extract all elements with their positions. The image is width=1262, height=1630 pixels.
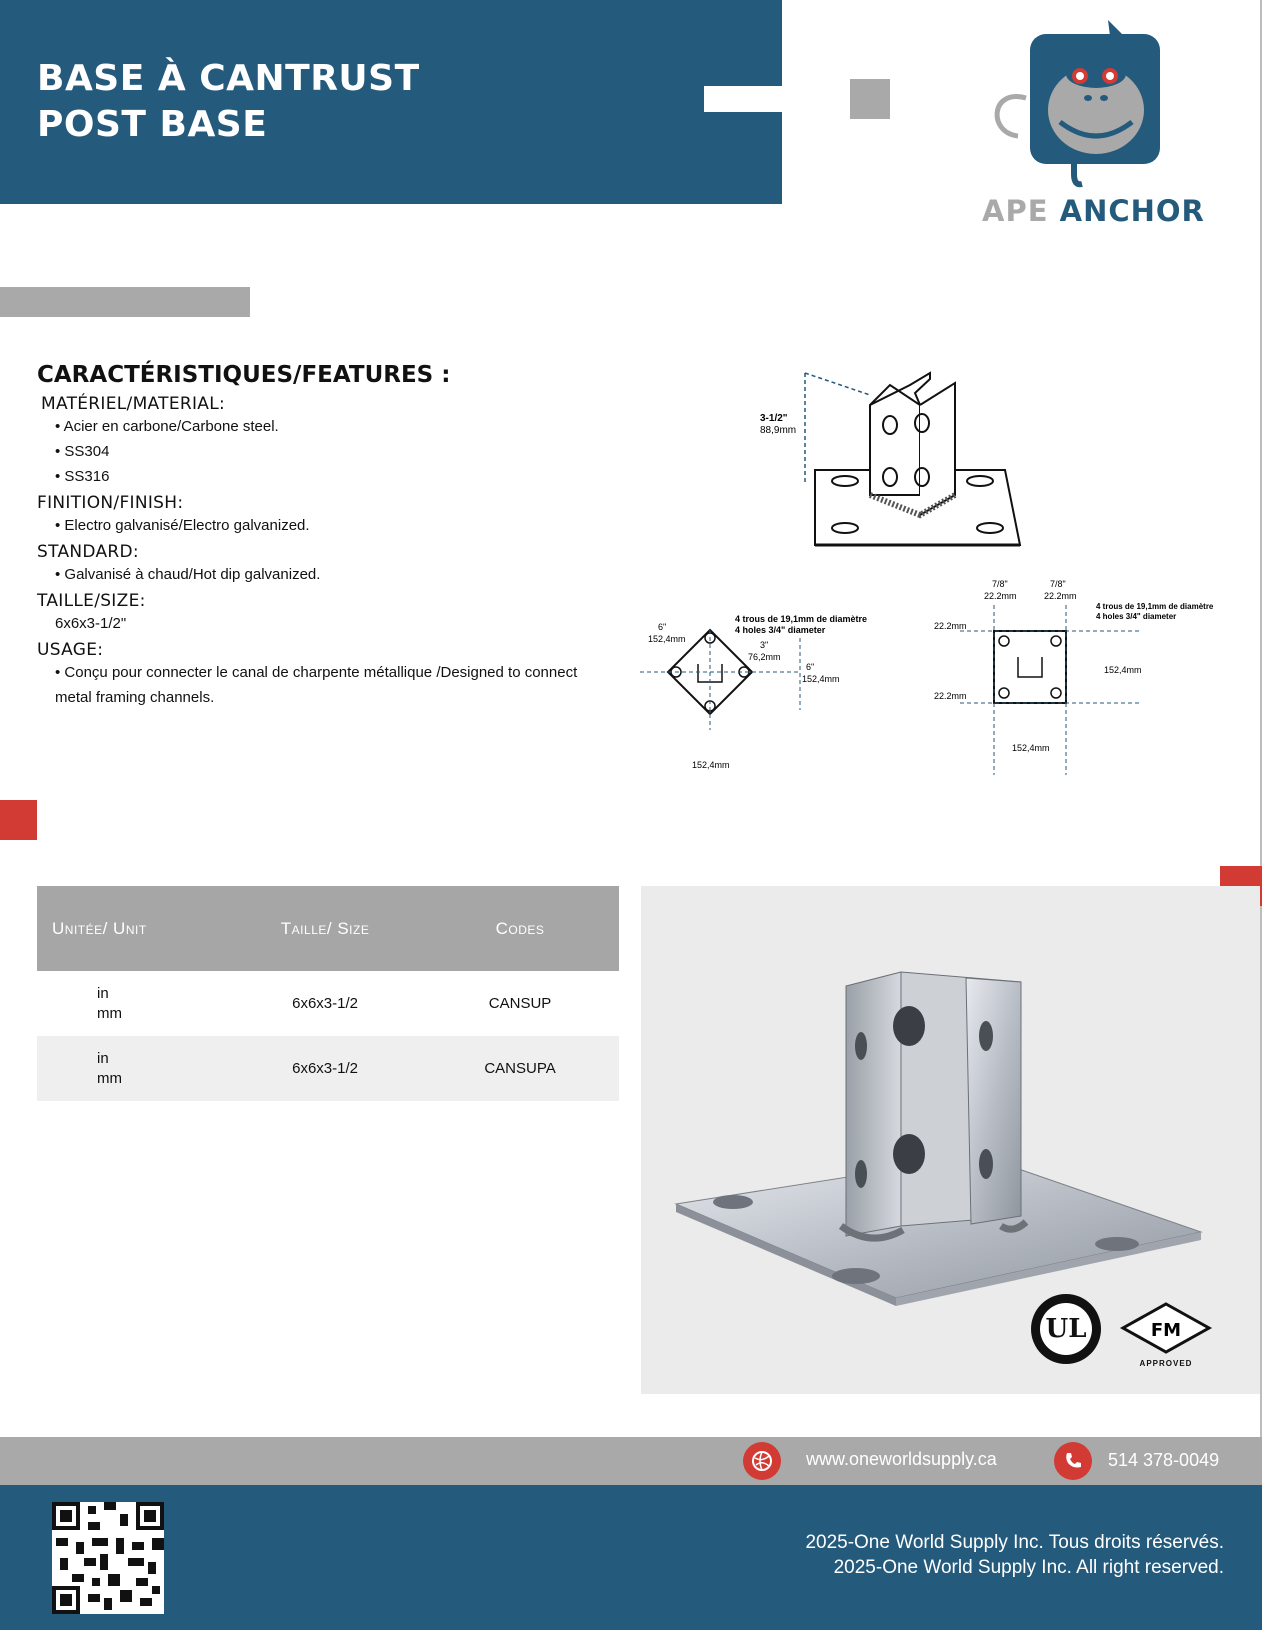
standard-item: • Galvanisé à chaud/Hot dip galvanized. [55,566,321,583]
unit-cell [37,1036,229,1101]
code-cell: CANSUPA [421,1036,619,1101]
phone-number[interactable]: 514 378-0049 [1108,1450,1220,1470]
dim-6-mm-label: 152,4mm [648,634,686,644]
features-section [37,362,637,710]
column-header-codes: Codes [421,886,619,971]
logo-word-anchor: ANCHOR [1059,194,1205,228]
material-item: • SS316 [55,468,110,485]
holes-note-fr: 4 trous de 19,1mm de diamètre [1096,602,1214,611]
column-header-size: Taille/ Size [229,886,421,971]
material-label: MATÉRIEL/MATERIAL: [41,394,226,414]
dim-78-label: 7/8" [1050,579,1066,589]
spec-table [37,886,619,1101]
holes-note-fr: 4 trous de 19,1mm de diamètre [735,614,868,624]
table-row [37,1036,619,1101]
isometric-drawing [760,365,1030,555]
logo-wordmark [982,194,1205,228]
size-cell: 6x6x3-1/2 [292,994,358,1012]
dim-6-label: 6" [658,622,667,632]
title-line-en: POST BASE [37,104,268,145]
material-item: • Acier en carbone/Carbone steel. [55,418,279,435]
dim-78-label: 7/8" [992,579,1008,589]
copyright-fr: 2025-One World Supply Inc. Tous droits réservés. [805,1532,1224,1553]
unit-cell [37,971,229,1036]
usage-label: USAGE: [37,640,104,660]
fm-approved-badge [1121,1298,1211,1368]
page-title [37,56,420,148]
code-cell: CANSUP [488,994,552,1012]
dim-78-mm-label: 22.2mm [1044,591,1077,601]
dim-6-mm-label: 152,4mm [802,674,840,684]
decor-grey-square [850,79,890,119]
features-heading: CARACTÉRISTIQUES/FEATURES : [37,362,451,388]
holes-note-en: 4 holes 3/4" diameter [1096,612,1177,621]
finish-label: FINITION/FINISH: [37,493,184,513]
copyright-notice [805,1530,1224,1580]
title-line-fr: BASE À CANTRUST [37,58,420,99]
decor-red-square [0,800,37,840]
dim-78-mm-label: 22.2mm [984,591,1017,601]
ape-anchor-logo [982,18,1210,228]
dim-78-mm-label: 22.2mm [934,691,967,701]
unit-in: in [97,984,109,1002]
dim-6-label: 6" [806,662,815,672]
diamond-plan-drawing [640,600,880,780]
unit-mm: mm [97,1004,122,1022]
website-link[interactable]: www.oneworldsupply.ca [806,1449,997,1469]
table-row [37,971,619,1036]
dim-78-mm-label: 22.2mm [934,621,967,631]
product-photo [641,886,1260,1394]
decor-grey-bar [0,287,250,317]
unit-in: in [97,1049,109,1067]
height-mm-label: 88,9mm [760,425,797,436]
holes-note-en: 4 holes 3/4" diameter [735,625,826,635]
square-plan-drawing [920,575,1214,785]
phone-icon [1054,1442,1092,1480]
height-label: 3-1/2" [760,413,788,424]
dim-6-mm-label: 152,4mm [692,760,730,770]
size-value: 6x6x3-1/2" [55,615,127,632]
size-label: TAILLE/SIZE: [37,591,146,611]
unit-mm: mm [97,1069,122,1087]
decor-white-bar [704,86,782,112]
copyright-en: 2025-One World Supply Inc. All right reserved. [833,1557,1224,1578]
standard-label: STANDARD: [37,542,139,562]
fm-mark: FM [1150,1320,1182,1341]
fm-diamond-icon [1121,1298,1211,1358]
globe-icon [743,1442,781,1480]
dim-3-label: 3" [760,640,769,650]
ul-certification-badge [1031,1294,1101,1364]
fm-approved-label: APPROVED [1139,1359,1193,1368]
table-header-row [37,886,619,971]
qr-code-icon [52,1502,164,1614]
dim-6-mm-label: 152,4mm [1104,665,1142,675]
dim-6-mm-label: 152,4mm [1012,743,1050,753]
logo-word-ape: APE [982,194,1049,228]
finish-item: • Electro galvanisé/Electro galvanized. [55,517,310,534]
size-cell: 6x6x3-1/2 [229,1036,421,1101]
qr-code [52,1502,164,1614]
column-header-unit: Unitée/ Unit [37,886,229,971]
dim-3-mm-label: 76,2mm [748,652,781,662]
usage-item: • Conçu pour connecter le canal de charpente métallique /Designed to connect metal framing channels. [55,664,578,706]
material-item: • SS304 [55,443,110,460]
ul-mark: UL [1040,1303,1092,1355]
